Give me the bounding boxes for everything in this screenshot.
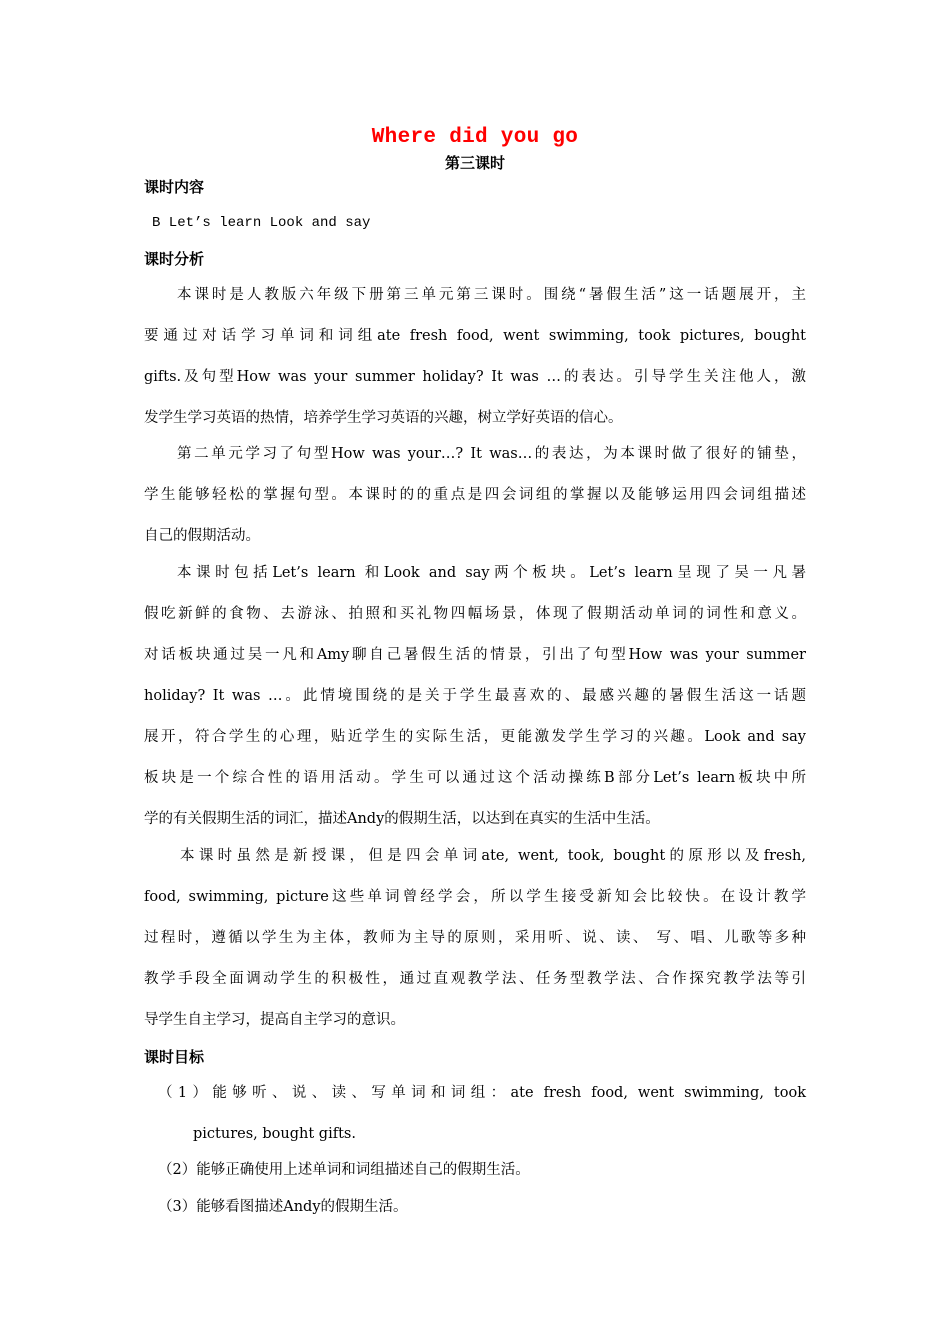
goal-item: （2）能够正确使用上述单词和词组描述自己的假期生活。 bbox=[158, 1162, 530, 1178]
analysis-line: 自己的假期活动。 bbox=[144, 528, 260, 544]
analysis-line: 本课时包括Let’s learn 和Look and say两个板块。Let’s learn呈现了吴一凡暑 bbox=[177, 565, 806, 581]
analysis-line: holiday? It was …。此情境围绕的是关于学生最喜欢的、最感兴趣的暑假生活这一话题 bbox=[144, 688, 806, 704]
analysis-line: 要通过对话学习单词和词组ate fresh food, went swimming, took pictures, bought bbox=[144, 328, 806, 344]
section-heading-analysis: 课时分析 bbox=[144, 250, 205, 268]
analysis-line: 本课时是人教版六年级下册第三单元第三课时。围绕“暑假生活”这一话题展开，主 bbox=[177, 287, 806, 303]
goal-item: （1）能够听、说、读、写单词和词组：ate fresh food, went swimming, took bbox=[158, 1085, 806, 1101]
analysis-line: 假吃新鲜的食物、去游泳、拍照和买礼物四幅场景，体现了假期活动单词的词性和意义。 bbox=[144, 606, 806, 622]
analysis-line: 本课时虽然是新授课，但是四会单词ate, went, took, bought的原形以及fresh, bbox=[180, 848, 806, 864]
analysis-line: gifts.及句型How was your summer holiday? It was …的表达。引导学生关注他人，激 bbox=[144, 369, 806, 385]
analysis-line: 导学生自主学习，提高自主学习的意识。 bbox=[144, 1012, 405, 1028]
analysis-line: 学生能够轻松的掌握句型。本课时的的重点是四会词组的掌握以及能够运用四会词组描述 bbox=[144, 487, 806, 503]
goal-item: （3）能够看图描述Andy的假期生活。 bbox=[158, 1199, 408, 1215]
analysis-line: 教学手段全面调动学生的积极性，通过直观教学法、任务型教学法、合作探究教学法等引 bbox=[144, 971, 806, 987]
analysis-line: 板块是一个综合性的语用活动。学生可以通过这个活动操练B部分Let’s learn板块中所 bbox=[144, 770, 806, 786]
document-subtitle: 第三课时 bbox=[444, 154, 505, 172]
content-line: B Let’s learn Look and say bbox=[152, 215, 371, 231]
analysis-line: food, swimming, picture这些单词曾经学会，所以学生接受新知会比较快。在设计教学 bbox=[144, 889, 806, 905]
document-title: Where did you go bbox=[371, 126, 579, 149]
section-heading-goals: 课时目标 bbox=[144, 1048, 205, 1066]
analysis-line: 学的有关假期生活的词汇，描述Andy的假期生活，以达到在真实的生活中生活。 bbox=[144, 811, 660, 827]
analysis-line: 发学生学习英语的热情，培养学生学习英语的兴趣，树立学好英语的信心。 bbox=[144, 410, 623, 426]
analysis-line: 展开，符合学生的心理，贴近学生的实际生活，更能激发学生学习的兴趣。Look and say bbox=[144, 729, 806, 745]
goal-item-continuation: pictures, bought gifts. bbox=[193, 1126, 356, 1142]
analysis-line: 过程时，遵循以学生为主体，教师为主导的原则，采用听、说、读、 写、唱、儿歌等多种 bbox=[144, 930, 806, 946]
section-heading-content: 课时内容 bbox=[144, 178, 205, 196]
analysis-line: 第二单元学习了句型How was your…? It was…的表达，为本课时做了很好的铺垫， bbox=[177, 446, 806, 462]
analysis-line: 对话板块通过吴一凡和Amy聊自己暑假生活的情景，引出了句型How was your summer bbox=[144, 647, 806, 663]
